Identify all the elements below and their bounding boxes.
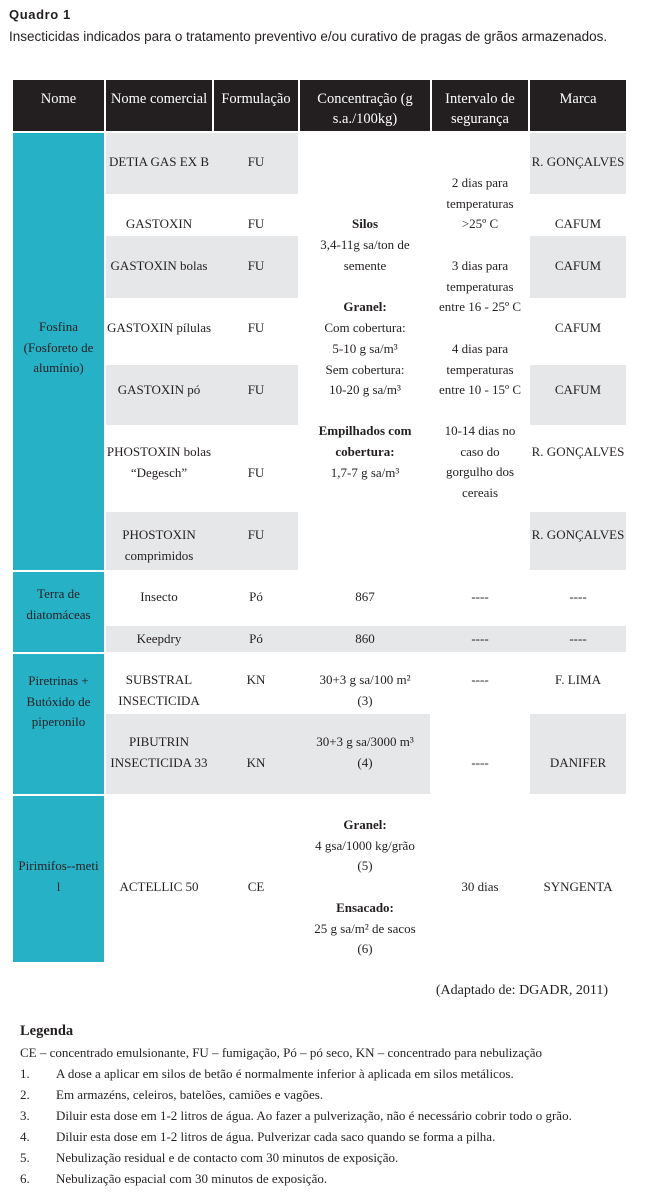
header-marca: Marca (530, 80, 626, 131)
conc-granel-label: Granel: (343, 299, 387, 314)
product-name: GASTOXIN pílulas (106, 320, 212, 335)
insecticide-table (13, 80, 626, 962)
concentration: 867 (355, 589, 375, 604)
concentration-note: (4) (357, 755, 373, 770)
product-name: SUBSTRAL INSECTICIDA (118, 672, 200, 708)
product-name: DETIA GAS EX B (108, 154, 210, 169)
formulation: Pó (249, 589, 263, 604)
group-name-terra: Terra de diatomáceas (26, 586, 91, 622)
formulation: FU (247, 527, 265, 542)
brand: DANIFER (549, 755, 607, 770)
intervalo-fosfina: 4 dias para temperaturas entre 10 - 15º C (438, 341, 521, 398)
header-nome: Nome (13, 80, 104, 131)
brand: ---- (569, 631, 587, 646)
brand: SYNGENTA (543, 879, 613, 894)
header-concentracao: Concentração (g s.a./100kg) (300, 80, 430, 131)
legend-item-number: 2. (20, 1087, 30, 1102)
legend-item-number: 3. (20, 1108, 30, 1123)
formulation: CE (247, 879, 265, 894)
header-formulacao: Formulação (214, 80, 298, 131)
intervalo-fosfina: 2 dias para temperaturas >25º C (446, 175, 514, 232)
brand: CAFUM (554, 320, 602, 335)
intervalo-fosfina: 10-14 dias no caso do gorgulho dos cereais (444, 423, 516, 501)
header-nome-comercial: Nome comercial (106, 80, 212, 131)
group-name-fosfina: Fosfina (Fosforeto de alumínio) (23, 319, 94, 376)
conc-actellic-ensacado-value: 25 g sa/m² de sacos (314, 921, 416, 936)
header-intervalo: Intervalo de segurança (432, 80, 528, 131)
conc-actellic-ensacado-label: Ensacado: (336, 900, 394, 915)
conc-silos-label: Silos (351, 216, 378, 231)
legend-item-text: Em armazéns, celeiros, batelões, camiões e vagões. (56, 1087, 324, 1102)
conc-empilhados-label: Empilhados com cobertura: (318, 423, 412, 459)
legend-item-text: Diluir esta dose em 1-2 litros de água. Ao fazer a pulverização, não é necessário cobrir todo o grão. (56, 1108, 572, 1123)
legend-item-text: Nebulização residual e de contacto com 30 minutos de exposição. (56, 1150, 399, 1165)
concentration-note: (3) (357, 693, 373, 708)
product-name: GASTOXIN pó (117, 382, 201, 397)
formulation: KN (246, 672, 266, 687)
intervalo: ---- (471, 589, 489, 604)
brand: ---- (569, 589, 587, 604)
concentration: 30+3 g sa/3000 m³ (316, 734, 414, 749)
brand: CAFUM (554, 216, 602, 231)
group-name-piretrinas: Piretrinas + Butóxido de piperonilo (26, 673, 91, 730)
conc-sem-value: 10-20 g sa/m³ (329, 382, 401, 397)
legend-item-number: 4. (20, 1129, 30, 1144)
conc-actellic-granel-note: (5) (357, 858, 373, 873)
group-name-pirimifos: Pirimifos--metil (18, 858, 99, 894)
intervalo: ---- (471, 672, 489, 687)
legend-item (20, 1108, 572, 1124)
intervalo: ---- (471, 631, 489, 646)
brand: R. GONÇALVES (531, 444, 625, 459)
brand: F. LIMA (555, 672, 601, 687)
intervalo-fosfina: 3 dias para temperaturas entre 16 - 25º C (438, 258, 521, 315)
brand: R. GONÇALVES (531, 527, 625, 542)
figure-label: Quadro 1 (9, 7, 71, 22)
formulation: FU (247, 382, 265, 397)
brand: CAFUM (554, 258, 602, 273)
legend-title: Legenda (20, 1023, 74, 1039)
formulation: Pó (249, 631, 263, 646)
product-name: PHOSTOXIN bolas “Degesch” (106, 444, 212, 480)
legend-item (20, 1150, 398, 1166)
formulation: FU (247, 465, 265, 480)
conc-actellic-granel-value: 4 gsa/1000 kg/grão (315, 838, 415, 853)
legend-item-number: 5. (20, 1150, 30, 1165)
conc-com-cobertura: Com cobertura: (324, 320, 406, 335)
formulation: FU (247, 258, 265, 273)
table-caption: Insecticidas indicados para o tratamento preventivo e/ou curativo de pragas de grãos armazenados. (9, 29, 608, 44)
legend-item (20, 1129, 495, 1145)
formulation: KN (246, 755, 266, 770)
product-name: ACTELLIC 50 (119, 879, 199, 894)
legend-item-number: 6. (20, 1171, 30, 1186)
intervalo: 30 dias (461, 879, 499, 894)
product-name: GASTOXIN (125, 216, 193, 231)
conc-actellic-ensacado-note: (6) (357, 941, 373, 956)
product-name: PIBUTRIN INSECTICIDA 33 (110, 734, 208, 770)
legend-item (20, 1171, 327, 1187)
formulation: FU (247, 154, 265, 169)
conc-actellic-granel-label: Granel: (343, 817, 387, 832)
concentration: 860 (355, 631, 375, 646)
intervalo: ---- (471, 755, 489, 770)
brand: R. GONÇALVES (531, 154, 625, 169)
legend-item-text: A dose a aplicar em silos de betão é normalmente inferior à aplicada em silos metálicos. (56, 1066, 514, 1081)
conc-empilhados-value: 1,7-7 g sa/m³ (330, 465, 400, 480)
legend-item (20, 1087, 323, 1103)
brand: CAFUM (554, 382, 602, 397)
concentration: 30+3 g sa/100 m² (319, 672, 411, 687)
conc-sem-cobertura: Sem cobertura: (325, 362, 405, 377)
formulation: FU (247, 216, 265, 231)
legend-item (20, 1066, 514, 1082)
conc-com-value: 5-10 g sa/m³ (332, 341, 398, 356)
product-name: GASTOXIN bolas (110, 258, 208, 273)
conc-silos-value: 3,4-11g sa/ton de semente (320, 237, 410, 273)
source-note: (Adaptado de: DGADR, 2011) (435, 983, 608, 998)
product-name: Insecto (140, 589, 178, 604)
legend-item-text: Diluir esta dose em 1-2 litros de água. Pulverizar cada saco quando se forma a pilha. (56, 1129, 496, 1144)
product-name: PHOSTOXIN comprimidos (122, 527, 196, 563)
legend-intro: CE – concentrado emulsionante, FU – fumigação, Pó – pó seco, KN – concentrado para nebulização (20, 1045, 542, 1060)
legend-item-number: 1. (20, 1066, 30, 1081)
formulation: FU (247, 320, 265, 335)
legend-item-text: Nebulização espacial com 30 minutos de exposição. (56, 1171, 328, 1186)
product-name: Keepdry (136, 631, 182, 646)
